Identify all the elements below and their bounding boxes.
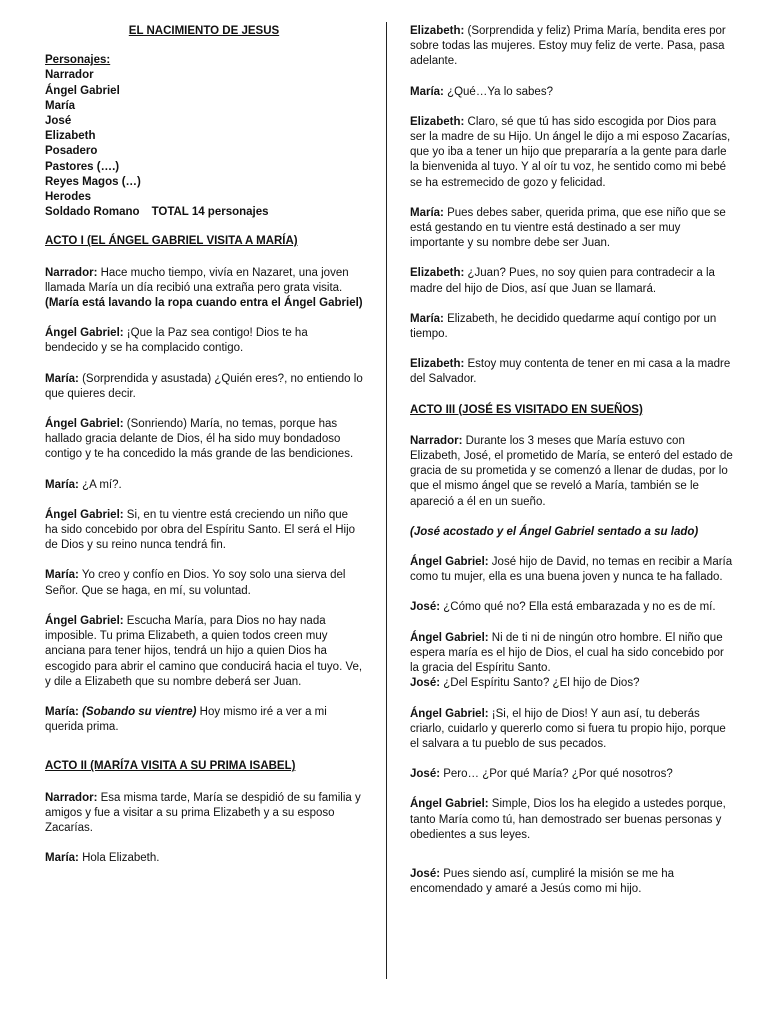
speaker: José: [410, 867, 441, 880]
speaker: Narrador: [410, 434, 463, 447]
dialogue-line [410, 707, 735, 753]
speaker: Ángel Gabriel: [410, 707, 489, 720]
personajes-heading: Personajes: [45, 54, 111, 67]
dialogue-line [45, 705, 363, 735]
line-text: Si, en tu vientre está creciendo un niño que ha sido concebido por obra del Espíritu Santo. El será el Hijo de Dios y su reino nunca tendrá fin. [45, 508, 356, 552]
line-text: Claro, sé que tú has sido escogida por Dios para ser la madre de su Hijo. Un ángel le dijo a mi esposo Zacarías, que yo iba a tener un hijo que prepararía a la gente para darle la bienvenida al tuyo. Y al oír tu voz, he sentido como mi bebé se ha estremecido de gozo y felicidad. [410, 115, 731, 189]
speaker: María: [45, 852, 79, 865]
speaker: Ángel Gabriel: [410, 631, 489, 644]
dialogue-line [45, 568, 363, 598]
line-text: (Sonriendo) María, no temas, porque has hallado gracia delante de Dios, él ha sido muy bondadoso contigo y te ha concedido la más grande de las bendiciones. [45, 418, 354, 461]
dialogue-line [45, 478, 363, 493]
dialogue-line [410, 115, 735, 191]
speaker: Elizabeth: [410, 115, 465, 128]
speaker: Ángel Gabriel: [45, 508, 124, 521]
act-1-heading: ACTO I (EL ÁNGEL GABRIEL VISITA A MARÍA) [45, 235, 298, 248]
dialogue-line [410, 357, 735, 387]
right-column [410, 24, 735, 912]
speaker: Elizabeth: [410, 358, 465, 371]
line-text: Hace mucho tiempo, vivía en Nazaret, una joven llamada María un día recibió una extraña pero grata visita. [45, 266, 349, 294]
line-text: Escucha María, para Dios no hay nada imposible. Tu prima Elizabeth, a quien todos creen muy anciana para tener hijos, tendrá un hijo a quien Dios ha escogido para abrir el camino que conducirá hacia el tuyo. Ve, y dile a Elizabeth que su nombre deberá ser Juan. [45, 614, 363, 688]
line-text: Yo creo y confío en Dios. Yo soy solo una sierva del Señor. Que se haga, en mí, su voluntad. [45, 569, 346, 597]
dialogue-line [45, 614, 363, 690]
speaker: José: [410, 677, 441, 690]
speaker: Ángel Gabriel: [410, 798, 489, 811]
dialogue-line [410, 85, 735, 100]
dialogue-line [410, 600, 735, 615]
line-text: Pues debes saber, querida prima, que ese niño que se está gestando en tu vientre está destinado a ser muy importante y su nombre debe ser Juan. [410, 206, 726, 250]
dialogue-line [45, 372, 363, 402]
left-column [45, 24, 363, 881]
dialogue-line [410, 797, 735, 843]
dialogue-line [45, 851, 363, 866]
cast-item: Reyes Magos (…) [45, 175, 141, 188]
line-text: Estoy muy contenta de tener en mi casa a la madre del Salvador. [410, 358, 731, 386]
speaker: Ángel Gabriel: [45, 614, 124, 627]
speaker: Elizabeth: [410, 25, 465, 37]
speaker: Narrador: [45, 266, 98, 279]
dialogue-line [410, 767, 735, 782]
line-text: Hola Elizabeth. [78, 852, 160, 865]
line-text: ¿A mí?. [78, 478, 122, 491]
line-text: (Sorprendida y asustada) ¿Quién eres?, no entiendo lo que quieres decir. [45, 372, 363, 400]
dialogue-line [410, 867, 735, 897]
speaker: María: [45, 478, 79, 491]
column-divider [386, 22, 387, 979]
dialogue-line [45, 417, 363, 463]
line-text: Simple, Dios los ha elegido a ustedes porque, tanto María como tú, han demostrado ser buenas personas y obedientes a sus leyes. [410, 798, 726, 841]
cast-item: María [45, 99, 76, 112]
cast-item: Ángel Gabriel [45, 84, 120, 97]
dialogue-line [45, 791, 363, 837]
line-text: Pues siendo así, cumpliré la misión se me ha encomendado y amaré a Jesús como mi hijo. [410, 867, 674, 896]
speaker: Narrador: [45, 791, 98, 804]
line-text: ¿Cómo qué no? Ella está embarazada y no es de mí. [440, 601, 716, 614]
dialogue-line [410, 555, 735, 585]
dialogue-line [410, 631, 735, 692]
speaker: Ángel Gabriel: [410, 556, 489, 569]
speaker: María: [410, 206, 444, 219]
speaker: María: [410, 312, 444, 325]
line-text: Hoy mismo iré a ver a mi querida prima. [45, 705, 327, 734]
line-text: Pero… ¿Por qué María? ¿Por qué nosotros? [440, 768, 673, 781]
cast-item: Pastores (….) [45, 160, 120, 173]
line-text: ¡Si, el hijo de Dios! Y aun así, tu deberás criarlo, cuidarlo y quererlo como si fuera tu propio hijo, porque el salvara a tu pueblo de sus pecados. [410, 707, 726, 750]
dialogue-line [45, 508, 363, 554]
speaker: María: [410, 85, 444, 98]
cast-list [45, 68, 363, 220]
speaker: María: [45, 372, 79, 385]
stage-direction: (José acostado y el Ángel Gabriel sentado a su lado) [410, 525, 699, 538]
cast-item: Herodes [45, 191, 92, 204]
act-3-heading: ACTO III (JOSÉ ES VISITADO EN SUEÑOS) [410, 403, 643, 416]
cast-item: Elizabeth [45, 130, 96, 143]
cast-item-last [45, 205, 363, 220]
cast-item: Posadero [45, 145, 98, 158]
dialogue-line [410, 206, 735, 252]
stage-direction: (Sobando su vientre) [78, 705, 197, 718]
stage-direction: (María está lavando la ropa cuando entra el Ángel Gabriel) [45, 297, 363, 310]
cast-last-name: Soldado Romano [45, 206, 140, 219]
dialogue-line [410, 24, 735, 70]
cast-total: TOTAL 14 personajes [151, 206, 269, 219]
speaker: José: [410, 601, 441, 614]
line-text: José hijo de David, no temas en recibir a María como tu mujer, ella es una buena joven y nunca te ha fallado. [410, 556, 733, 584]
dialogue-line [410, 266, 735, 296]
speaker: María: [45, 569, 79, 582]
line-text: ¡Que la Paz sea contigo! Dios te ha bendecido y se ha complacido contigo. [45, 327, 308, 355]
act-2-heading: ACTO II (MARÍ7A VISITA A SU PRIMA ISABEL) [45, 760, 296, 773]
line-text: Elizabeth, he decidido quedarme aquí contigo por un tiempo. [410, 312, 717, 341]
line-text: Ni de ti ni de ningún otro hombre. El niño que espera maría es el hijo de Dios, el cual ha sido concebido por la gracia del Espíritu Santo. [410, 631, 724, 675]
line-text: Esa misma tarde, María se despidió de su familia y amigos y fue a visitar a su prima Elizabeth y a su esposo Zacarías. [45, 791, 361, 834]
line-text: Durante los 3 meses que María estuvo con Elizabeth, José, el prometido de María, se enteró del estado de gracia de su prometida y se comenzó a llenar de dudas, por lo que el mismo ángel que se reveló a María, también se le apareció a él en un sueño. [410, 434, 733, 508]
speaker: José: [410, 768, 441, 781]
speaker: María: [45, 705, 79, 718]
cast-item: José [45, 115, 72, 128]
dialogue-line [45, 326, 363, 356]
dialogue-line [410, 434, 735, 510]
line-text: ¿Juan? Pues, no soy quien para contradecir a la madre del hijo de Dios, así que Juan se llamará. [410, 267, 715, 295]
line-text: ¿Qué…Ya lo sabes? [443, 85, 553, 98]
document-title: EL NACIMIENTO DE JESUS [128, 25, 280, 37]
speaker: Ángel Gabriel: [45, 327, 124, 340]
cast-item: Narrador [45, 69, 94, 82]
line-text: (Sorprendida y feliz) Prima María, bendita eres por sobre todas las mujeres. Estoy muy feliz de verte. Pasa, pasa adelante. [410, 25, 726, 68]
dialogue-line [410, 312, 735, 342]
dialogue-line [45, 266, 363, 312]
line-text: ¿Del Espíritu Santo? ¿El hijo de Dios? [440, 677, 640, 690]
speaker: Ángel Gabriel: [45, 418, 124, 431]
speaker: Elizabeth: [410, 267, 465, 280]
